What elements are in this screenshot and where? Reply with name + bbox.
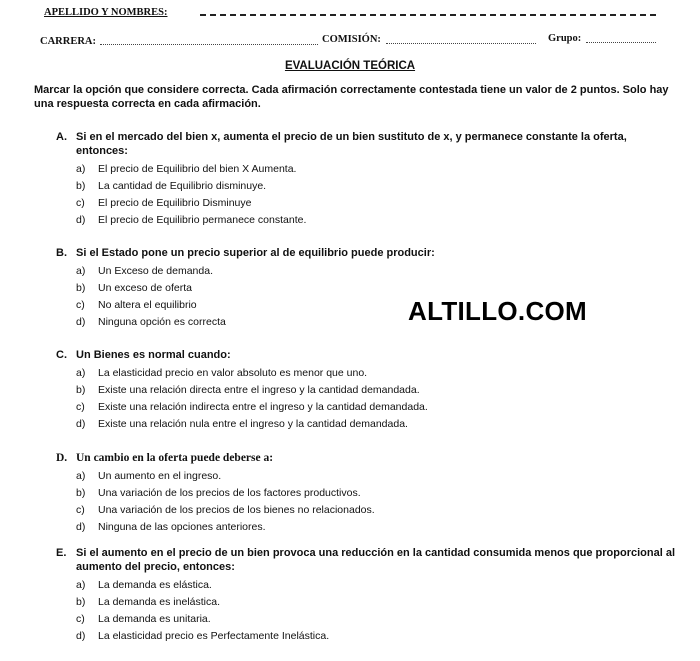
question-text: Un cambio en la oferta puede deberse a: <box>76 452 274 464</box>
option-a[interactable] <box>76 577 676 594</box>
option-letter: b) <box>76 596 86 608</box>
question-header <box>56 130 676 158</box>
options-list <box>76 468 676 536</box>
option-text: La elasticidad precio es Perfectamente Inelástica. <box>98 630 330 642</box>
option-letter: b) <box>76 487 86 499</box>
option-letter: b) <box>76 282 86 294</box>
option-letter: b) <box>76 384 86 396</box>
option-c[interactable] <box>76 502 676 519</box>
question-letter: C. <box>56 349 67 361</box>
option-text: Ninguna opción es correcta <box>98 316 226 328</box>
question-a <box>56 130 676 229</box>
name-field-line[interactable] <box>200 14 656 16</box>
option-text: El precio de Equilibrio Disminuye <box>98 197 252 209</box>
name-label: APELLIDO Y NOMBRES: <box>44 7 168 18</box>
option-c[interactable] <box>76 297 676 314</box>
options-list <box>76 365 676 433</box>
career-label: CARRERA: <box>40 36 96 47</box>
option-letter: c) <box>76 504 85 516</box>
option-letter: a) <box>76 470 86 482</box>
option-letter: d) <box>76 630 86 642</box>
option-letter: a) <box>76 265 86 277</box>
option-text: Un aumento en el ingreso. <box>98 470 222 482</box>
question-e <box>56 546 676 645</box>
question-header <box>56 451 676 465</box>
option-c[interactable] <box>76 195 676 212</box>
option-text: El precio de Equilibrio del bien X Aumenta. <box>98 163 297 175</box>
options-list <box>76 577 676 645</box>
option-b[interactable] <box>76 594 676 611</box>
option-text: Un exceso de oferta <box>98 282 192 294</box>
question-text: Un Bienes es normal cuando: <box>76 349 231 361</box>
question-header <box>56 546 676 574</box>
option-text: Existe una relación directa entre el ingreso y la cantidad demandada. <box>98 384 420 396</box>
option-a[interactable] <box>76 365 676 382</box>
question-header <box>56 348 676 362</box>
question-header <box>56 246 676 260</box>
option-text: La demanda es unitaria. <box>98 613 211 625</box>
option-d[interactable] <box>76 416 676 433</box>
option-letter: a) <box>76 579 86 591</box>
group-label: Grupo: <box>548 33 582 44</box>
option-letter: c) <box>76 613 85 625</box>
option-text: Una variación de los precios de los bienes no relacionados. <box>98 504 375 516</box>
option-b[interactable] <box>76 280 676 297</box>
page-title: EVALUACIÓN TEÓRICA <box>284 60 416 72</box>
question-letter: B. <box>56 247 67 259</box>
option-d[interactable] <box>76 628 676 645</box>
option-letter: c) <box>76 401 85 413</box>
option-text: La demanda es elástica. <box>98 579 212 591</box>
question-b <box>56 246 676 331</box>
option-letter: a) <box>76 163 86 175</box>
option-b[interactable] <box>76 485 676 502</box>
option-letter: d) <box>76 316 86 328</box>
option-a[interactable] <box>76 468 676 485</box>
option-text: La elasticidad precio en valor absoluto es menor que uno. <box>98 367 368 379</box>
commission-label: COMISIÓN: <box>322 34 381 45</box>
option-letter: c) <box>76 197 85 209</box>
options-list <box>76 161 676 229</box>
question-text: Si el aumento en el precio de un bien provoca una reducción en la cantidad consumida menos que proporcional al aumento del precio, entonces: <box>76 547 676 573</box>
option-text: Una variación de los precios de los factores productivos. <box>98 487 361 499</box>
option-letter: c) <box>76 299 85 311</box>
option-letter: d) <box>76 521 86 533</box>
option-a[interactable] <box>76 263 676 280</box>
option-text: Ninguna de las opciones anteriores. <box>98 521 266 533</box>
question-letter: A. <box>56 131 67 143</box>
option-a[interactable] <box>76 161 676 178</box>
option-d[interactable] <box>76 212 676 229</box>
options-list <box>76 263 676 331</box>
option-text: Un Exceso de demanda. <box>98 265 213 277</box>
option-letter: d) <box>76 418 86 430</box>
instructions: Marcar la opción que considere correcta. Cada afirmación correctamente contestada tiene un valor de 2 puntos. Solo hay una respuesta correcta en cada afirmación. <box>34 84 669 110</box>
watermark: ALTILLO.COM <box>408 296 588 326</box>
option-letter: b) <box>76 180 86 192</box>
group-field-line[interactable] <box>586 42 656 43</box>
option-text: Existe una relación nula entre el ingreso y la cantidad demandada. <box>98 418 408 430</box>
commission-field-line[interactable] <box>386 43 536 44</box>
option-d[interactable] <box>76 519 676 536</box>
option-text: La cantidad de Equilibrio disminuye. <box>98 180 267 192</box>
option-text: Existe una relación indirecta entre el ingreso y la cantidad demandada. <box>98 401 428 413</box>
question-d <box>56 451 676 536</box>
career-field-line[interactable] <box>100 44 318 45</box>
option-text: El precio de Equilibrio permanece constante. <box>98 214 307 226</box>
option-b[interactable] <box>76 178 676 195</box>
option-c[interactable] <box>76 611 676 628</box>
question-text: Si el Estado pone un precio superior al de equilibrio puede producir: <box>76 247 435 259</box>
option-text: No altera el equilibrio <box>98 299 197 311</box>
option-d[interactable] <box>76 314 676 331</box>
option-letter: d) <box>76 214 86 226</box>
option-b[interactable] <box>76 382 676 399</box>
option-letter: a) <box>76 367 86 379</box>
question-c <box>56 348 676 433</box>
option-text: La demanda es inelástica. <box>98 596 220 608</box>
option-c[interactable] <box>76 399 676 416</box>
question-text: Si en el mercado del bien x, aumenta el precio de un bien sustituto de x, y permanece constante la oferta, entonces: <box>76 131 627 157</box>
question-letter: E. <box>56 547 67 559</box>
question-letter: D. <box>56 452 68 464</box>
